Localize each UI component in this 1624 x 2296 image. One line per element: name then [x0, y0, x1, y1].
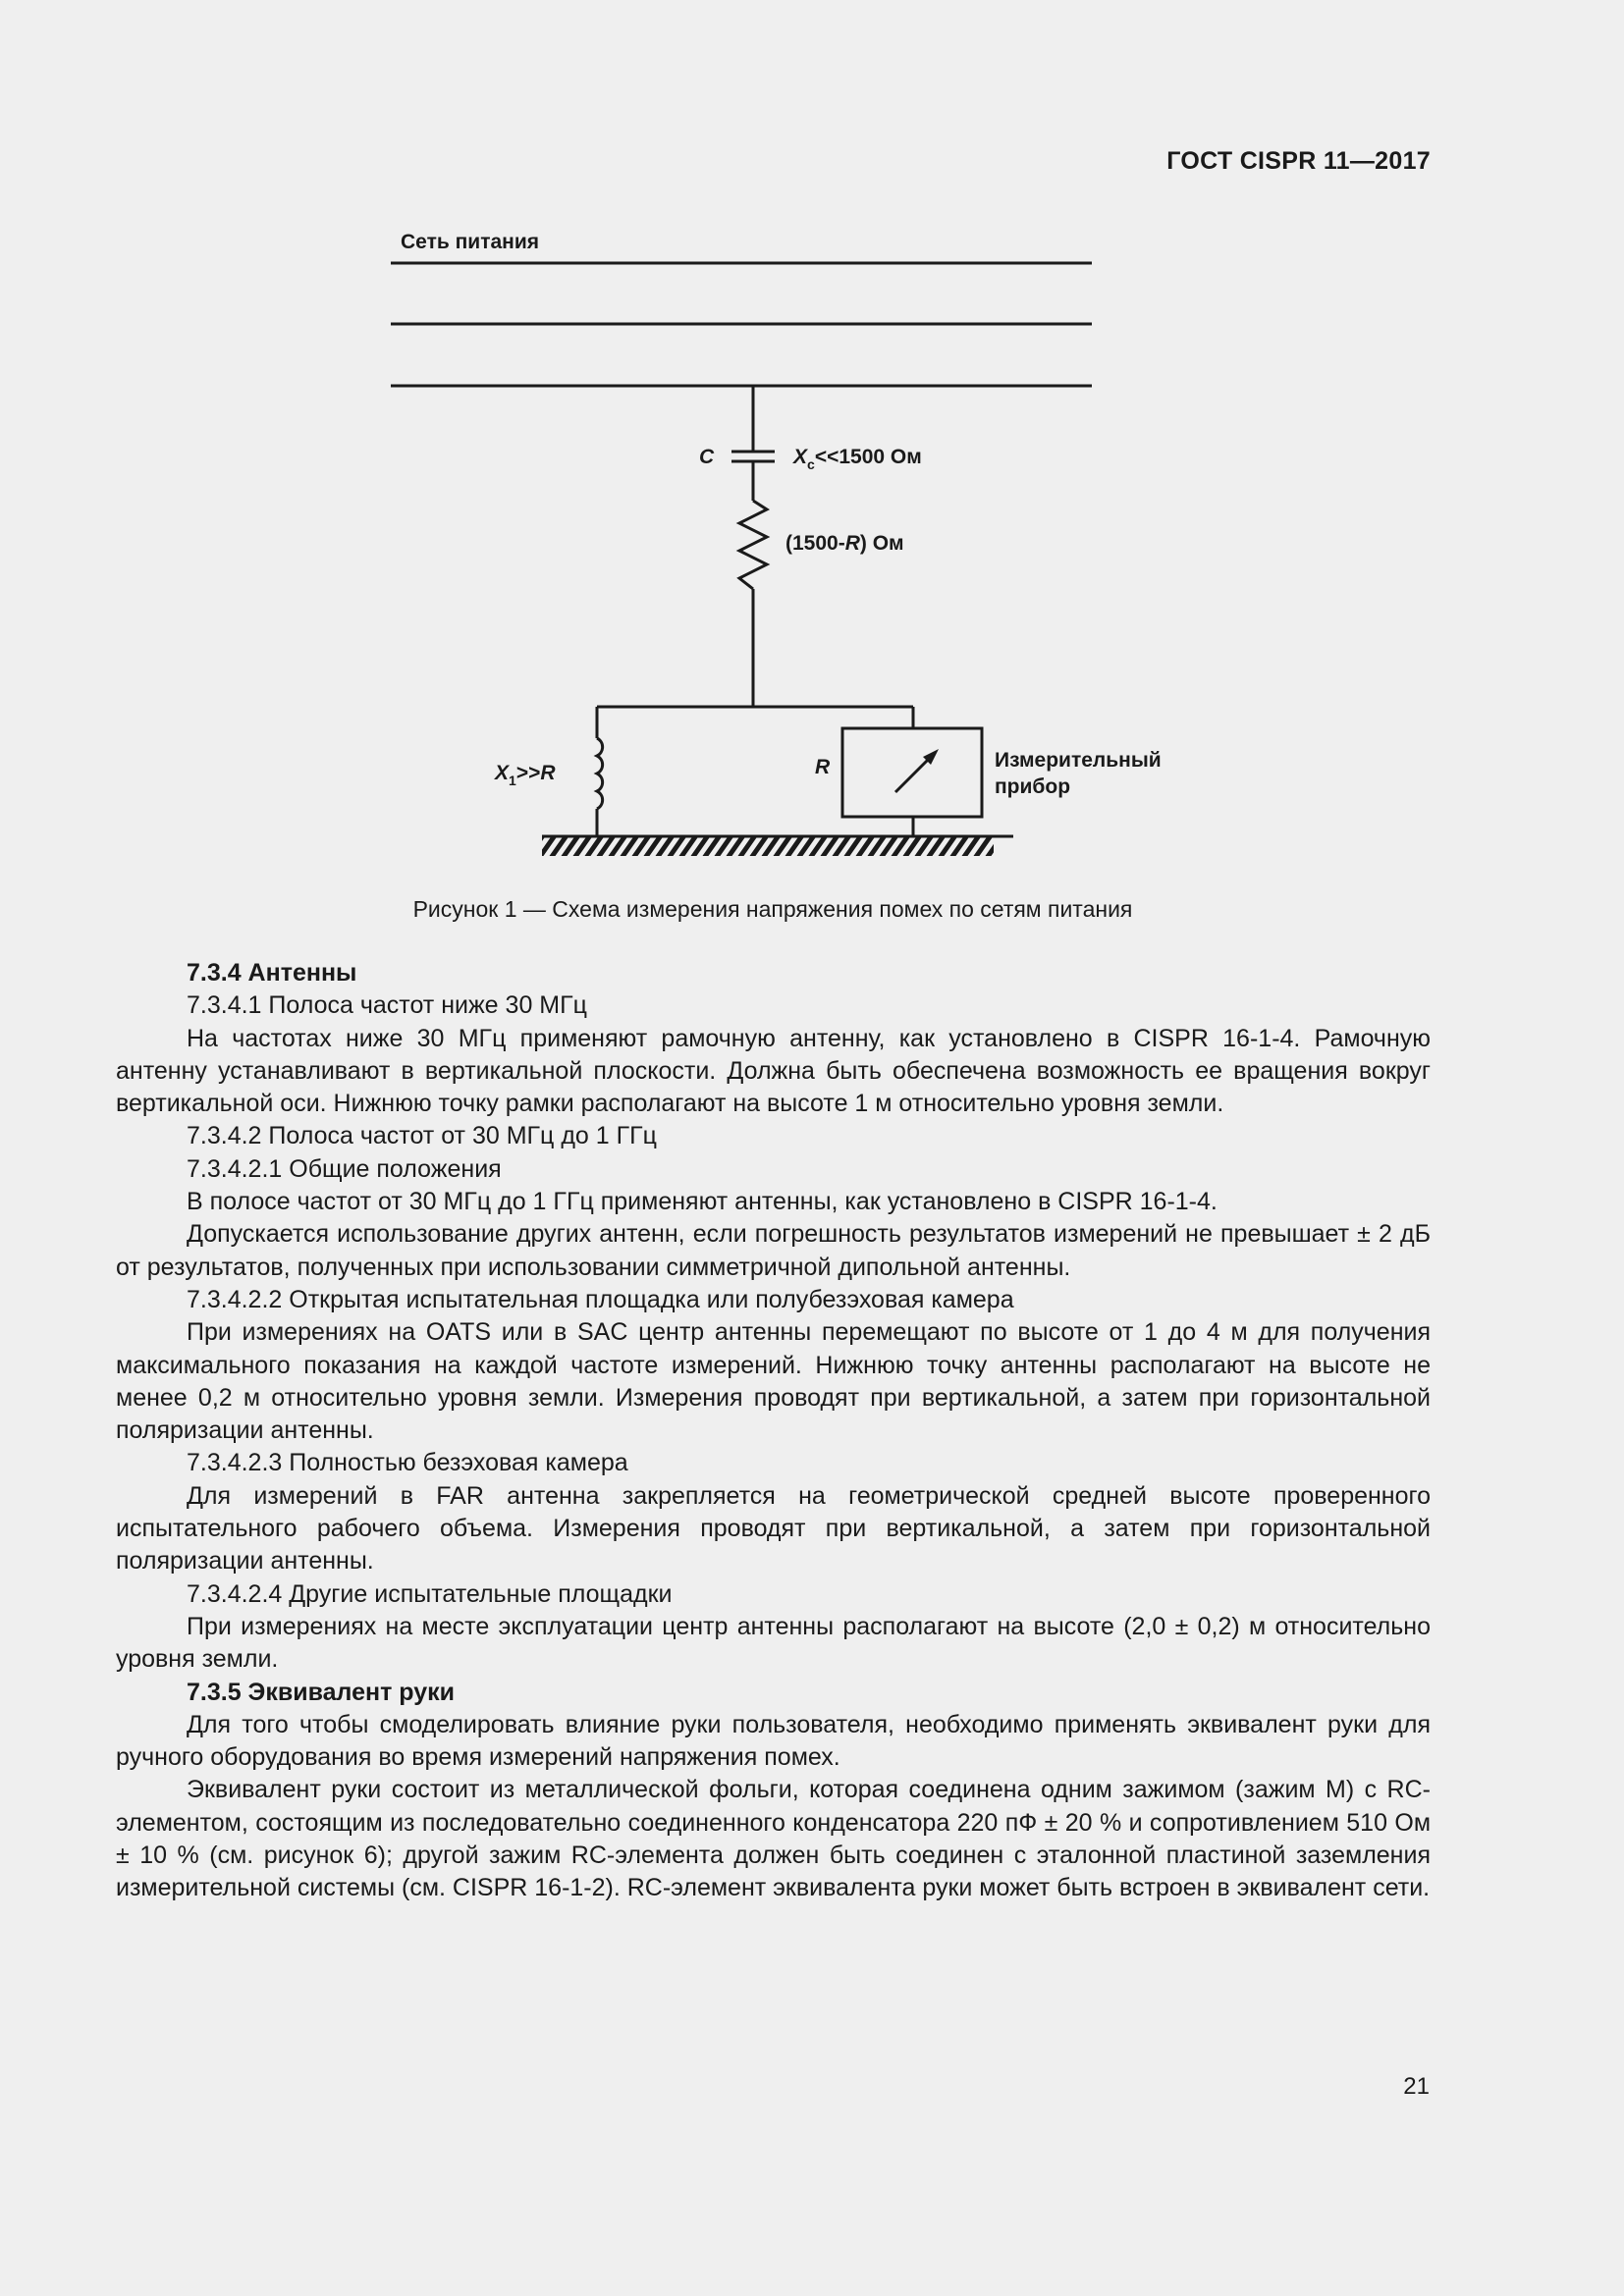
inductor-symbol — [597, 738, 603, 809]
heading-7-3-5: 7.3.5 Эквивалент руки — [187, 1678, 455, 1706]
heading-7-3-4: 7.3.4 Антенны — [187, 959, 357, 987]
document-body — [116, 957, 1431, 1905]
circuit-diagram — [373, 216, 1178, 883]
inductor-label: $X_1>>R$ — [495, 762, 556, 788]
subheading-7-3-4-2-2: 7.3.4.2.2 Открытая испытательная площадка или полубезэховая камера — [187, 1285, 1014, 1313]
meter-label-line1: Измерительный — [995, 749, 1162, 772]
subheading-7-3-4-2-4: 7.3.4.2.4 Другие испытательные площадки — [187, 1579, 673, 1608]
capacitor-label: C — [699, 446, 715, 468]
xc-label: $X_c<<1500$ Ом — [793, 446, 922, 472]
meter-r-label: R — [815, 756, 831, 778]
paragraph: Эквивалент руки состоит из металлической фольги, которая соединена одним зажимом (зажим М) с RC-элементом, состоящим из последовательно соединенного конденсатора 220 пФ ± 20 % и сопротивлением 510 Ом ± 10 % (см. рисунок 6); другой зажим RC-элемента должен быть соединен с эталонной пластиной заземления измерительной системы (см. CISPR 16-1-2). RC-элемент эквивалента руки может быть встроен в эквивалент сети. — [116, 1776, 1431, 1902]
ground-hatch — [542, 836, 994, 856]
paragraph: При измерениях на месте эксплуатации центр антенны располагают на высоте (2,0 ± 0,2) м относительно уровня земли. — [116, 1612, 1431, 1674]
subheading-7-3-4-2-3: 7.3.4.2.3 Полностью безэховая камера — [187, 1449, 628, 1477]
paragraph: В полосе частот от 30 МГц до 1 ГГц применяют антенны, как установлено в CISPR 16-1-4. — [187, 1188, 1218, 1216]
document-code-header: ГОСТ CISPR 11—2017 — [1166, 147, 1431, 175]
subheading-7-3-4-1: 7.3.4.1 Полоса частот ниже 30 МГц — [187, 991, 587, 1020]
paragraph: При измерениях на OATS или в SAC центр антенны перемещают по высоте от 1 до 4 м для получения максимального показания на каждой частоте измерений. Нижнюю точку антенны располагают на высоте не менее 0,2 м относительно уровня земли. Измерения проводят при вертикальной, а затем при горизонтальной поляризации антенны. — [116, 1318, 1431, 1445]
figure-caption: Рисунок 1 — Схема измерения напряжения помех по сетям питания — [412, 896, 1133, 922]
paragraph: Для того чтобы смоделировать влияние руки пользователя, необходимо применять эквивалент руки для ручного оборудования во время измерений напряжения помех. — [116, 1710, 1431, 1772]
meter-box — [842, 728, 982, 817]
subheading-7-3-4-2: 7.3.4.2 Полоса частот от 30 МГц до 1 ГГц — [187, 1122, 658, 1150]
page-number: 21 — [1403, 2073, 1430, 2100]
paragraph: Для измерений в FAR антенна закрепляется на геометрической средней высоте проверенного испытательного рабочего объема. Измерения проводят при вертикальной, а затем при горизонтальной поляризации антенны. — [116, 1481, 1431, 1575]
capacitor-symbol — [731, 452, 775, 461]
meter-needle-icon — [895, 749, 939, 792]
paragraph: Допускается использование других антенн, если погрешность результатов измерений не превышает ± 2 дБ от результатов, полученных при использовании симметричной дипольной антенны. — [116, 1220, 1431, 1281]
resistor-symbol — [739, 501, 767, 589]
meter-label-line2: прибор — [995, 775, 1071, 798]
resistor-label: (1500-R) Ом — [785, 532, 904, 555]
paragraph: На частотах ниже 30 МГц применяют рамочную антенну, как установлено в CISPR 16-1-4. Рамочную антенну устанавливают в вертикальной плоскости. Должна быть обеспечена возможность ее вращения вокруг вертикальной оси. Нижнюю точку рамки располагают на высоте 1 м относительно уровня земли. — [116, 1024, 1431, 1118]
subheading-7-3-4-2-1: 7.3.4.2.1 Общие положения — [187, 1154, 502, 1183]
mains-label: Сеть питания — [401, 231, 540, 253]
